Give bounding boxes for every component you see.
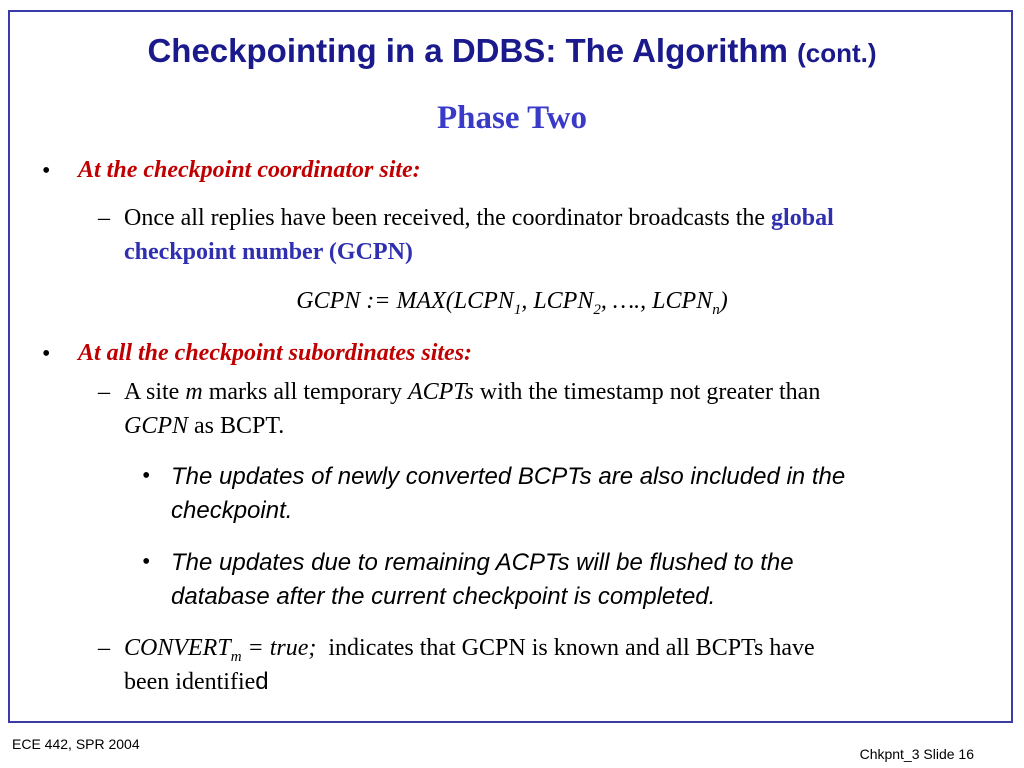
site-text-4: as BCPT.	[194, 413, 285, 439]
dash-marker: –	[98, 379, 110, 405]
dash-marker: –	[98, 205, 110, 231]
slide-title	[0, 32, 1024, 70]
convert-line2-b: d	[255, 668, 269, 695]
slide-subtitle: Phase Two	[436, 100, 588, 136]
convert-line-2	[124, 668, 269, 696]
gcpn-highlight: checkpoint number (GCPN)	[124, 239, 413, 265]
convert-term: CONVERT	[124, 635, 231, 661]
coordinator-sub-text: Once all replies have been received, the coordinator broadcasts the	[124, 205, 766, 231]
site-gcpn: GCPN	[124, 413, 189, 439]
bullet-heading-subordinates: At all the checkpoint subordinates sites:	[78, 340, 473, 366]
site-text-3: with the timestamp not greater than	[479, 379, 821, 405]
site-m: m	[185, 379, 203, 405]
formula-end: )	[719, 288, 728, 314]
convert-rest: indicates that GCPN is known and all BCPTs have	[328, 635, 815, 661]
footer-slide-number: Chkpnt_3 Slide 16	[859, 746, 974, 762]
formula-sub-1: 1	[513, 301, 522, 318]
bullet-dot: •	[142, 549, 151, 575]
site-sub-line-1	[124, 379, 820, 406]
bullet-dot: •	[42, 341, 51, 367]
formula-sub-2: 2	[593, 301, 601, 318]
formula-sub-n: n	[712, 301, 720, 318]
bullet-heading-coordinator: At the checkpoint coordinator site:	[78, 157, 421, 183]
slide-title-main: Checkpointing in a DDBS: The Algorithm	[147, 32, 788, 69]
convert-line2-a: been identifie	[124, 669, 256, 695]
footer-course: ECE 442, SPR 2004	[12, 736, 140, 752]
site-sub-line-2	[124, 413, 284, 440]
formula-mid-1: , LCPN	[521, 288, 594, 314]
convert-eq: = true;	[247, 635, 317, 661]
convert-sub: m	[230, 648, 242, 665]
bullet-dot: •	[142, 463, 151, 489]
sub-bullet-2-line-2: database after the current checkpoint is completed.	[171, 583, 716, 610]
slide-title-cont: (cont.)	[797, 38, 877, 68]
site-acpts: ACPTs	[407, 379, 474, 405]
convert-line-1	[124, 635, 815, 666]
sub-bullet-1-line-1: The updates of newly converted BCPTs are also included in the	[171, 463, 846, 490]
sub-bullet-2-line-1: The updates due to remaining ACPTs will be flushed to the	[171, 549, 794, 576]
formula-mid-2: , …., LCPN	[600, 288, 713, 314]
site-text-1: A site	[124, 379, 180, 405]
global-highlight: global	[771, 205, 834, 231]
gcpn-formula	[0, 288, 1024, 319]
sub-bullet-1-line-2: checkpoint.	[171, 497, 293, 524]
coordinator-sub-line-1	[124, 205, 834, 232]
site-text-2: marks all temporary	[208, 379, 402, 405]
dash-marker: –	[98, 635, 110, 661]
formula-lhs: GCPN := MAX(LCPN	[296, 288, 514, 314]
bullet-dot: •	[42, 158, 51, 184]
